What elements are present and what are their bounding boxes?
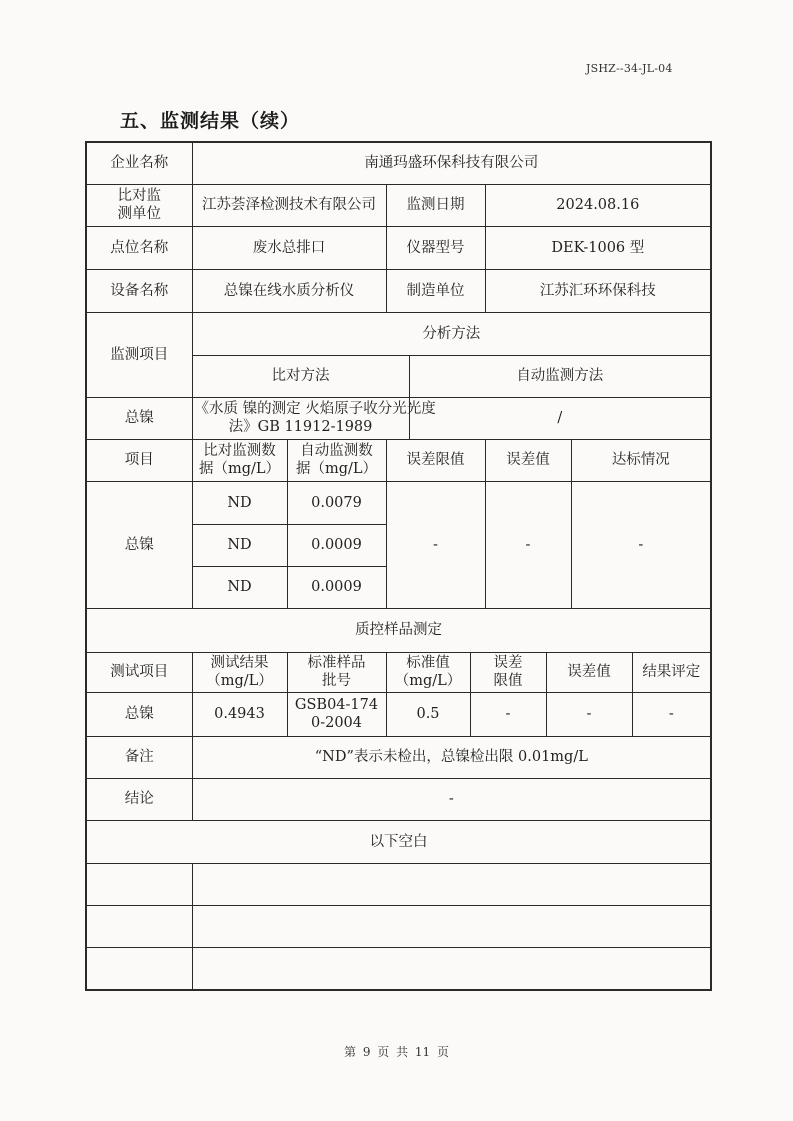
compliance-header: 达标情况: [571, 439, 711, 481]
conclusion-label: 结论: [86, 778, 192, 820]
compare-method-header: 比对方法: [192, 355, 409, 397]
error-limit-value: -: [386, 481, 485, 608]
analysis-method-header: 分析方法: [192, 312, 711, 355]
manufacturer-value: 江苏汇环环保科技: [485, 269, 711, 312]
manufacturer-label: 制造单位: [386, 269, 485, 312]
results-item-header: 项目: [86, 439, 192, 481]
remark-row: [86, 736, 711, 778]
enterprise-row: [86, 142, 711, 184]
blank-row: [86, 947, 711, 990]
qc-error-value-header: 误差值: [546, 652, 632, 692]
compare-unit-value: 江苏荟泽检测技术有限公司: [192, 184, 386, 226]
auto-method-header: 自动监测方法: [409, 355, 711, 397]
compare-data-header: 比对监测数 据（mg/L）: [192, 439, 287, 481]
qc-evaluation-header: 结果评定: [632, 652, 711, 692]
qc-std: 0.5: [386, 692, 470, 736]
monitor-date-value: 2024.08.16: [485, 184, 711, 226]
error-value: -: [485, 481, 571, 608]
blank-note-row: [86, 820, 711, 863]
error-value-header: 误差值: [485, 439, 571, 481]
qc-title: 质控样品测定: [86, 608, 711, 652]
qc-result-header: 测试结果 （mg/L）: [192, 652, 287, 692]
compare-value: ND: [192, 566, 287, 608]
remark-label: 备注: [86, 736, 192, 778]
blank-cell: [192, 905, 711, 947]
method-detail-row: [86, 397, 711, 439]
qc-limit: -: [470, 692, 546, 736]
qc-batch: GSB04-174 0-2004: [287, 692, 386, 736]
point-label: 点位名称: [86, 226, 192, 269]
qc-error-value: -: [546, 692, 632, 736]
compare-unit-label: 比对监 测单位: [86, 184, 192, 226]
blank-cell: [192, 947, 711, 990]
monitor-date-label: 监测日期: [386, 184, 485, 226]
monitoring-results-table: [85, 141, 712, 991]
section-title: 五、监测结果（续）: [120, 110, 301, 132]
auto-value: 0.0009: [287, 524, 386, 566]
page-footer: 第 9 页 共 11 页: [344, 1045, 449, 1059]
analysis-method-row: [86, 312, 711, 355]
enterprise-value: 南通玛盛环保科技有限公司: [192, 142, 711, 184]
qc-result: 0.4943: [192, 692, 287, 736]
conclusion-row: [86, 778, 711, 820]
device-row: [86, 269, 711, 312]
auto-method-text: /: [409, 397, 711, 439]
blank-cell: [86, 947, 192, 990]
auto-value: 0.0009: [287, 566, 386, 608]
document-code: JSHZ--34-JL-04: [586, 62, 673, 75]
qc-header-row: [86, 652, 711, 692]
results-row: [86, 481, 711, 524]
compare-value: ND: [192, 524, 287, 566]
conclusion-value: -: [192, 778, 711, 820]
auto-value: 0.0079: [287, 481, 386, 524]
qc-batch-header: 标准样品 批号: [287, 652, 386, 692]
qc-data-row: [86, 692, 711, 736]
compliance-value: -: [571, 481, 711, 608]
instrument-model-label: 仪器型号: [386, 226, 485, 269]
point-row: [86, 226, 711, 269]
device-label: 设备名称: [86, 269, 192, 312]
method-item: 总镍: [86, 397, 192, 439]
compare-value: ND: [192, 481, 287, 524]
qc-item: 总镍: [86, 692, 192, 736]
qc-test-item-header: 测试项目: [86, 652, 192, 692]
compare-unit-row: [86, 184, 711, 226]
enterprise-label: 企业名称: [86, 142, 192, 184]
compare-method-text: 《水质 镍的测定 火焰原子收分光光度 法》GB 11912-1989: [192, 397, 409, 439]
error-limit-header: 误差限值: [386, 439, 485, 481]
device-value: 总镍在线水质分析仪: [192, 269, 386, 312]
qc-limit-header: 误差 限值: [470, 652, 546, 692]
instrument-model-value: DEK-1006 型: [485, 226, 711, 269]
qc-evaluation: -: [632, 692, 711, 736]
point-value: 废水总排口: [192, 226, 386, 269]
blank-cell: [192, 863, 711, 905]
blank-note: 以下空白: [86, 820, 711, 863]
auto-data-header: 自动监测数 据（mg/L）: [287, 439, 386, 481]
results-item: 总镍: [86, 481, 192, 608]
qc-title-row: [86, 608, 711, 652]
results-header-row: [86, 439, 711, 481]
qc-std-header: 标准值 （mg/L）: [386, 652, 470, 692]
monitor-item-label: 监测项目: [86, 312, 192, 397]
blank-cell: [86, 905, 192, 947]
blank-cell: [86, 863, 192, 905]
remark-value: “ND”表示未检出，总镍检出限 0.01mg/L: [192, 736, 711, 778]
blank-row: [86, 863, 711, 905]
blank-row: [86, 905, 711, 947]
